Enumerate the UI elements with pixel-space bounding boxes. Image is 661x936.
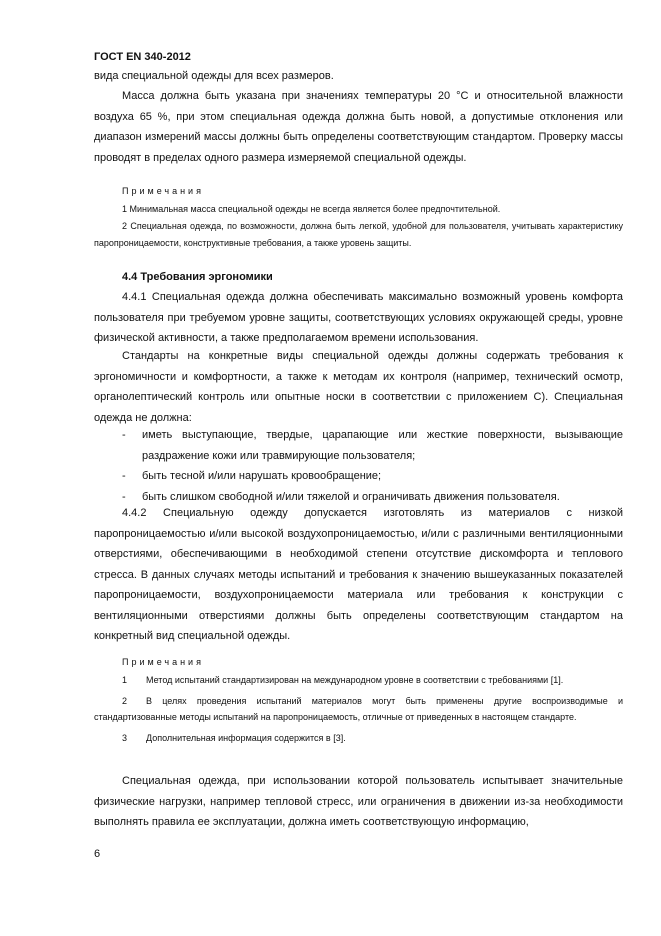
paragraph-standards: Стандарты на конкретные виды специальной одежды должны содержать требования к эргономичности и комфортности, а также к методам их контроля (например, технический осмотр, органолептический контроль или опытные носки в соответствии с приложением С). Специальная одежда не должна: xyxy=(94,350,623,424)
note-item: 2 В целях проведения испытаний материалов могут быть применены другие воспроизводимые и стандартизованные методы испытаний на паропроницаемость, отличные от приведенных в настоящем стандарте. xyxy=(94,695,623,722)
dash-list xyxy=(94,425,623,507)
document-header: ГОСТ EN 340-2012 xyxy=(94,51,191,63)
page-number: 6 xyxy=(94,848,101,860)
paragraph-4-4-1: 4.4.1 Специальная одежда должна обеспечивать максимально возможный уровень комфорта пользователя при требуемом уровне защиты, соответствующих условиях окружающей среды, уровне физической активности, а также предполагаемом времени использования. xyxy=(94,291,623,344)
list-item: - иметь выступающие, твердые, царапающие или жесткие поверхности, вызывающие раздражение кожи или травмирующие пользователя; xyxy=(94,425,623,466)
paragraph-final: Специальная одежда, при использовании которой пользователь испытывает значительные физические нагрузки, например тепловой стресс, или ограничения в движении из-за необходимости выполнять правила ее эксплуатации, должна иметь соответствующую информацию, xyxy=(94,775,623,828)
paragraph-continuation: вида специальной одежды для всех размеров. xyxy=(94,70,334,82)
notes-title: Примечания xyxy=(122,657,204,667)
section-heading: 4.4 Требования эргономики xyxy=(122,271,273,283)
dash-marker: - xyxy=(122,470,126,482)
note-item: 3 Дополнительная информация содержится в [3]. xyxy=(122,732,346,743)
dash-marker: - xyxy=(122,429,126,441)
list-item: - быть тесной и/или нарушать кровообращение; xyxy=(94,466,623,487)
list-item: - быть слишком свободной и/или тяжелой и ограничивать движения пользователя. xyxy=(94,487,623,508)
notes-list xyxy=(94,672,623,746)
notes-title: Примечания xyxy=(122,186,204,196)
note-item: 1 Метод испытаний стандартизирован на международном уровне в соответствии с требованиями [1]. xyxy=(122,675,564,685)
note-item: 1 Минимальная масса специальной одежды не всегда является более предпочтительной. xyxy=(122,204,501,214)
paragraph-mass: Масса должна быть указана при значениях температуры 20 °С и относительной влажности воздуха 65 %, при этом специальная одежда должна быть новой, а допустимые отклонения или диапазон измерений массы должны быть определены соответствующим стандартом. Проверку массы проводят в пределах одного размера измеряемой специальной одежды. xyxy=(94,90,623,164)
dash-marker: - xyxy=(122,490,126,503)
paragraph-4-4-2: 4.4.2 Специальную одежду допускается изготовлять из материалов с низкой паропроницаемостью и/или высокой воздухопроницаемостью, и/или с различными вентиляционными отверстиями, обеспечивающими в необходимой степени отсутствие дискомфорта и теплового стресса. В данных случаях методы испытаний и требования к значению вышеуказанных показателей паропроницаемости, воздухопроницаемости материала или требования к конструкции с вентиляционными отверстиями должны быть определены соответствующим стандартом на конкретный вид специальной одежды. xyxy=(94,507,623,642)
note-item: 2 Специальная одежда, по возможности, должна быть легкой, удобной для пользователя, учитывать характеристику паропроницаемости, конструктивные требования, а также уровень защиты. xyxy=(94,221,623,248)
